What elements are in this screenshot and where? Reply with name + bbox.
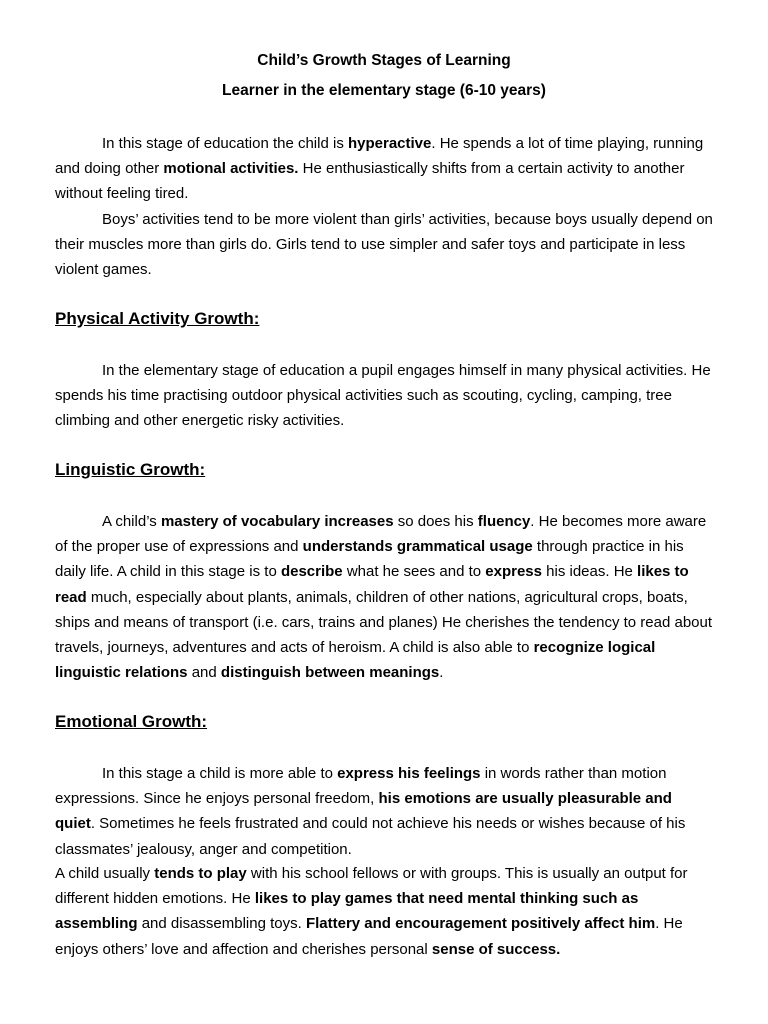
bold-text-run: describe xyxy=(280,563,343,581)
heading-physical-activity-growth: Physical Activity Growth: xyxy=(55,309,260,328)
text-run: Boys’ activities tend to be more violent than girls’ activities, because boys usually depend on their muscles more than girls do. Girls tend to use simpler and safer toys and participate in less violent games. xyxy=(55,211,713,279)
bold-text-run: hyperactive xyxy=(347,135,432,152)
intro-paragraph-1 xyxy=(55,131,715,207)
document-title: Child’s Growth Stages of Learning xyxy=(257,52,511,69)
bold-text-run: likes to play games that need mental thinking such as assembling xyxy=(55,890,639,933)
text-run: with his school fellows or with groups. This is usually an output for different hidden emotions. He xyxy=(55,865,688,908)
text-run: . He becomes more aware of the proper use of expressions and xyxy=(55,513,707,556)
text-run: In this stage a child is more able to xyxy=(102,765,338,782)
text-run: . He enjoys others’ love and affection and cherishes personal xyxy=(55,915,683,958)
bold-text-run: understands grammatical usage xyxy=(302,538,533,556)
bold-text-run: mastery of vocabulary increases xyxy=(160,513,394,530)
bold-text-run: express xyxy=(485,563,542,581)
text-run: In this stage of education the child is xyxy=(102,135,348,152)
bold-text-run: express his feelings xyxy=(337,765,481,782)
emotional-paragraph-2 xyxy=(55,861,715,962)
heading-emotional-growth: Emotional Growth: xyxy=(55,712,208,731)
bold-text-run: recognize logical linguistic relations xyxy=(55,639,656,682)
text-run: in words rather than motion expressions. Since he enjoys personal freedom, xyxy=(55,765,667,808)
text-run: what he sees and to xyxy=(342,563,486,581)
text-run: his ideas. He xyxy=(541,563,638,581)
text-run: much, especially about plants, animals, children of other nations, agricultural crops, boats, ships and means of transport (i.e. cars, trains and planes) He cherishes the tendency to read about travels, journeys, adventures and acts of heroism. A child is also able to xyxy=(55,588,713,657)
text-run: He enthusiastically shifts from a certain activity to another without feeling tired. xyxy=(55,160,685,203)
text-run: . He spends a lot of time playing, running and doing other xyxy=(55,135,704,178)
bold-text-run: sense of success. xyxy=(431,940,561,958)
text-run: and disassembling toys. xyxy=(137,915,306,933)
text-run: and xyxy=(187,664,221,682)
text-run: through practice in his daily life. A child in this stage is to xyxy=(55,538,684,581)
emotional-paragraph-1 xyxy=(55,761,715,862)
text-run: so does his xyxy=(393,513,478,530)
text-run: . Sometimes he feels frustrated and could not achieve his needs or wishes because of his classmates’ jealousy, anger and competition. xyxy=(55,815,686,858)
bold-text-run: distinguish between meanings xyxy=(220,664,440,682)
text-run: In the elementary stage of education a pupil engages himself in many physical activities. He spends his time practising outdoor physical activities such as scouting, cycling, camping, tree climbing and other energetic risky activities. xyxy=(55,362,711,430)
bold-text-run: motional activities. xyxy=(163,160,299,178)
bold-text-run: tends to play xyxy=(154,865,247,882)
text-run: A child’s xyxy=(102,513,161,530)
heading-linguistic-growth: Linguistic Growth: xyxy=(55,460,206,479)
text-run: . xyxy=(439,664,444,682)
physical-paragraph xyxy=(55,358,715,434)
linguistic-paragraph xyxy=(55,509,715,685)
bold-text-run: Flattery and encouragement positively affect him xyxy=(305,915,656,933)
bold-text-run: likes to read xyxy=(55,563,689,606)
text-run: A child usually xyxy=(55,865,155,882)
document-subtitle: Learner in the elementary stage (6-10 years) xyxy=(222,82,546,99)
bold-text-run: his emotions are usually pleasurable and quiet xyxy=(55,790,672,833)
intro-paragraph-2 xyxy=(55,207,715,283)
bold-text-run: fluency xyxy=(477,513,531,530)
